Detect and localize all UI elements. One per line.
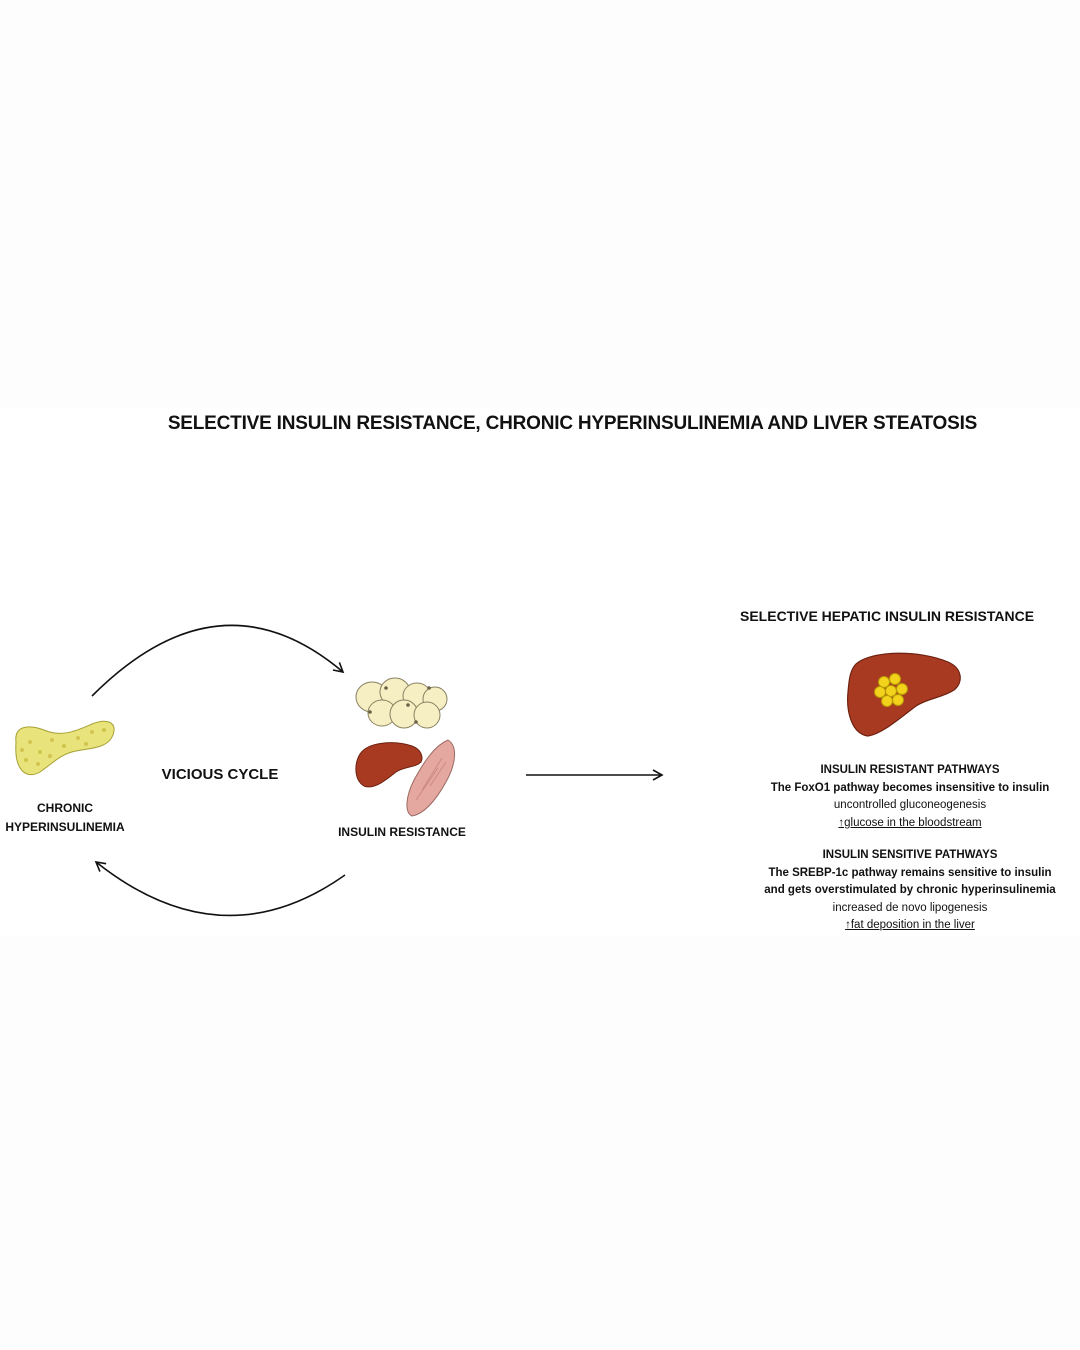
- liver-icon: [356, 743, 422, 787]
- sensitive-line3: increased de novo lipogenesis: [832, 901, 988, 914]
- fatty-liver-icon: [848, 653, 961, 736]
- chronic-hyperinsulinemia-label: CHRONIC HYPERINSULINEMIA: [5, 801, 125, 834]
- pathways-panel: [730, 762, 1080, 935]
- resistant-line2: uncontrolled gluconeogenesis: [833, 799, 987, 811]
- vicious-cycle-label: VICIOUS CYCLE: [161, 766, 279, 783]
- sensitive-heading: INSULIN SENSITIVE PATHWAYS: [822, 849, 998, 861]
- hepatic-title: SELECTIVE HEPATIC INSULIN RESISTANCE: [740, 608, 1035, 624]
- insulin-resistance-label: INSULIN RESISTANCE: [338, 825, 466, 839]
- cycle-arrow-bottom: [96, 862, 345, 915]
- page-title: SELECTIVE INSULIN RESISTANCE, CHRONIC HYPERINSULINEMIA AND LIVER STEATOSIS: [167, 413, 978, 434]
- cycle-arrow-top: [92, 625, 343, 696]
- resistant-line3: ↑glucose in the bloodstream: [838, 816, 982, 829]
- sensitive-line2: and gets overstimulated by chronic hyperinsulinemia: [764, 884, 1056, 896]
- sensitive-line1: The SREBP-1c pathway remains sensitive to insulin: [768, 866, 1052, 879]
- fat-cells-icon: [356, 678, 447, 728]
- sensitive-line4: ↑fat deposition in the liver: [845, 919, 975, 931]
- pancreas-icon: [16, 721, 114, 774]
- resistant-heading: INSULIN RESISTANT PATHWAYS: [820, 764, 1000, 776]
- resistant-line1: The FoxO1 pathway becomes insensitive to insulin: [770, 781, 1050, 794]
